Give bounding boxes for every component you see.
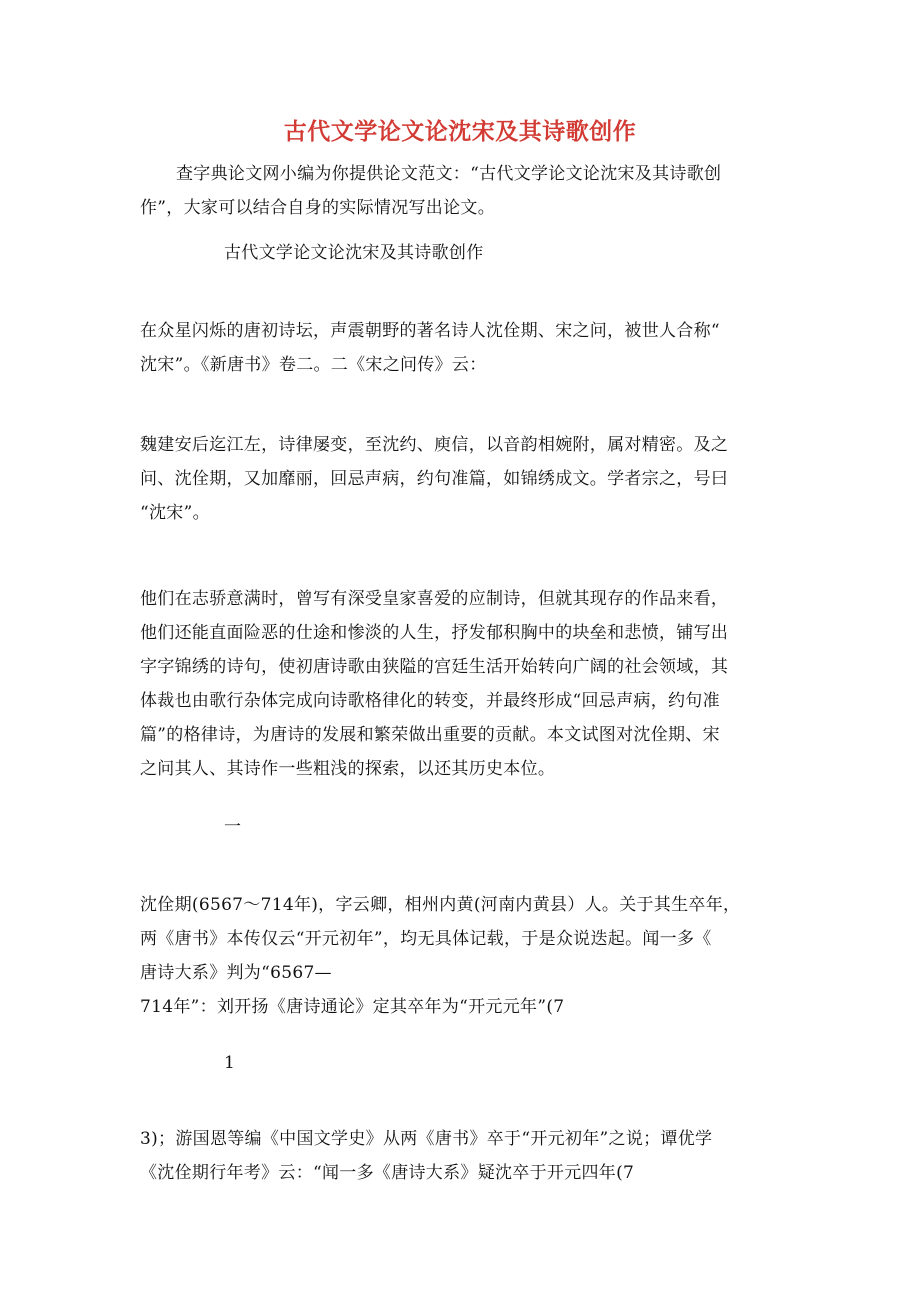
paragraph-3 [140,582,780,786]
paragraph-line: 之问其人、其诗作一些粗浅的探索，以还其历史本位。 [140,759,556,779]
paragraph-line: 两《唐书》本传仅云“开元初年”，均无具体记载，于是众说迭起。闻一多《 [140,929,712,949]
paragraph-line: 沈佺期(6567～714年)，字云卿，相州内黄(河南内黄县）人。关于其生卒年， [140,895,741,915]
paragraph-2 [140,428,780,530]
paragraph-4 [140,888,780,1024]
paragraph-line: 《沈佺期行年考》云：“闻一多《唐诗大系》疑沈卒于开元四年(7 [140,1163,635,1183]
paragraph-line: 问、沈佺期，又加靡丽，回忌声病，约句准篇，如锦绣成文。学者宗之，号曰 [140,469,729,489]
paragraph-1 [140,314,780,382]
document-title: 古代文学论文论沈宋及其诗歌创作 [283,119,637,145]
paragraph-line: 字字锦绣的诗句，使初唐诗歌由狭隘的宫廷生活开始转向广阔的社会领域，其 [140,657,729,677]
article-subtitle: 古代文学论文论沈宋及其诗歌创作 [224,243,484,263]
paragraph-line: 在众星闪烁的唐初诗坛，声震朝野的著名诗人沈佺期、宋之问，被世人合称“ [140,321,720,341]
intro-line: 查字典论文网小编为你提供论文范文：“古代文学论文论沈宋及其诗歌创 [176,164,722,184]
fragment-marker: 1 [224,1053,235,1073]
paragraph-line: 他们还能直面险恶的仕途和惨淡的人生，抒发郁积胸中的块垒和悲愤，铺写出 [140,623,729,643]
intro-paragraph [140,157,780,225]
paragraph-line: 他们在志骄意满时，曾写有深受皇家喜爱的应制诗，但就其现存的作品来看， [140,589,729,609]
section-marker: 一 [224,817,241,837]
paragraph-line: 唐诗大系》判为“6567— [140,963,332,983]
intro-line: 作”，大家可以结合自身的实际情况写出论文。 [140,198,495,218]
paragraph-line: 3)；游国恩等编《中国文学史》从两《唐书》卒于“开元初年”之说；谭优学 [140,1129,713,1149]
paragraph-line: 沈宋”。《新唐书》卷二。二《宋之问传》云： [140,355,487,375]
paragraph-5 [140,1122,780,1190]
paragraph-line: 魏建安后迄江左，诗律屡变，至沈约、庾信，以音韵相婉附，属对精密。及之 [140,435,729,455]
paragraph-line: “沈宋”。 [140,503,210,523]
paragraph-line: 体裁也由歌行杂体完成向诗歌格律化的转变，并最终形成“回忌声病，约句准 [140,691,720,711]
paragraph-line: 714年”：刘开扬《唐诗通论》定其卒年为“开元元年”(7 [140,997,565,1017]
paragraph-line: 篇”的格律诗，为唐诗的发展和繁荣做出重要的贡献。本文试图对沈佺期、宋 [140,725,720,745]
